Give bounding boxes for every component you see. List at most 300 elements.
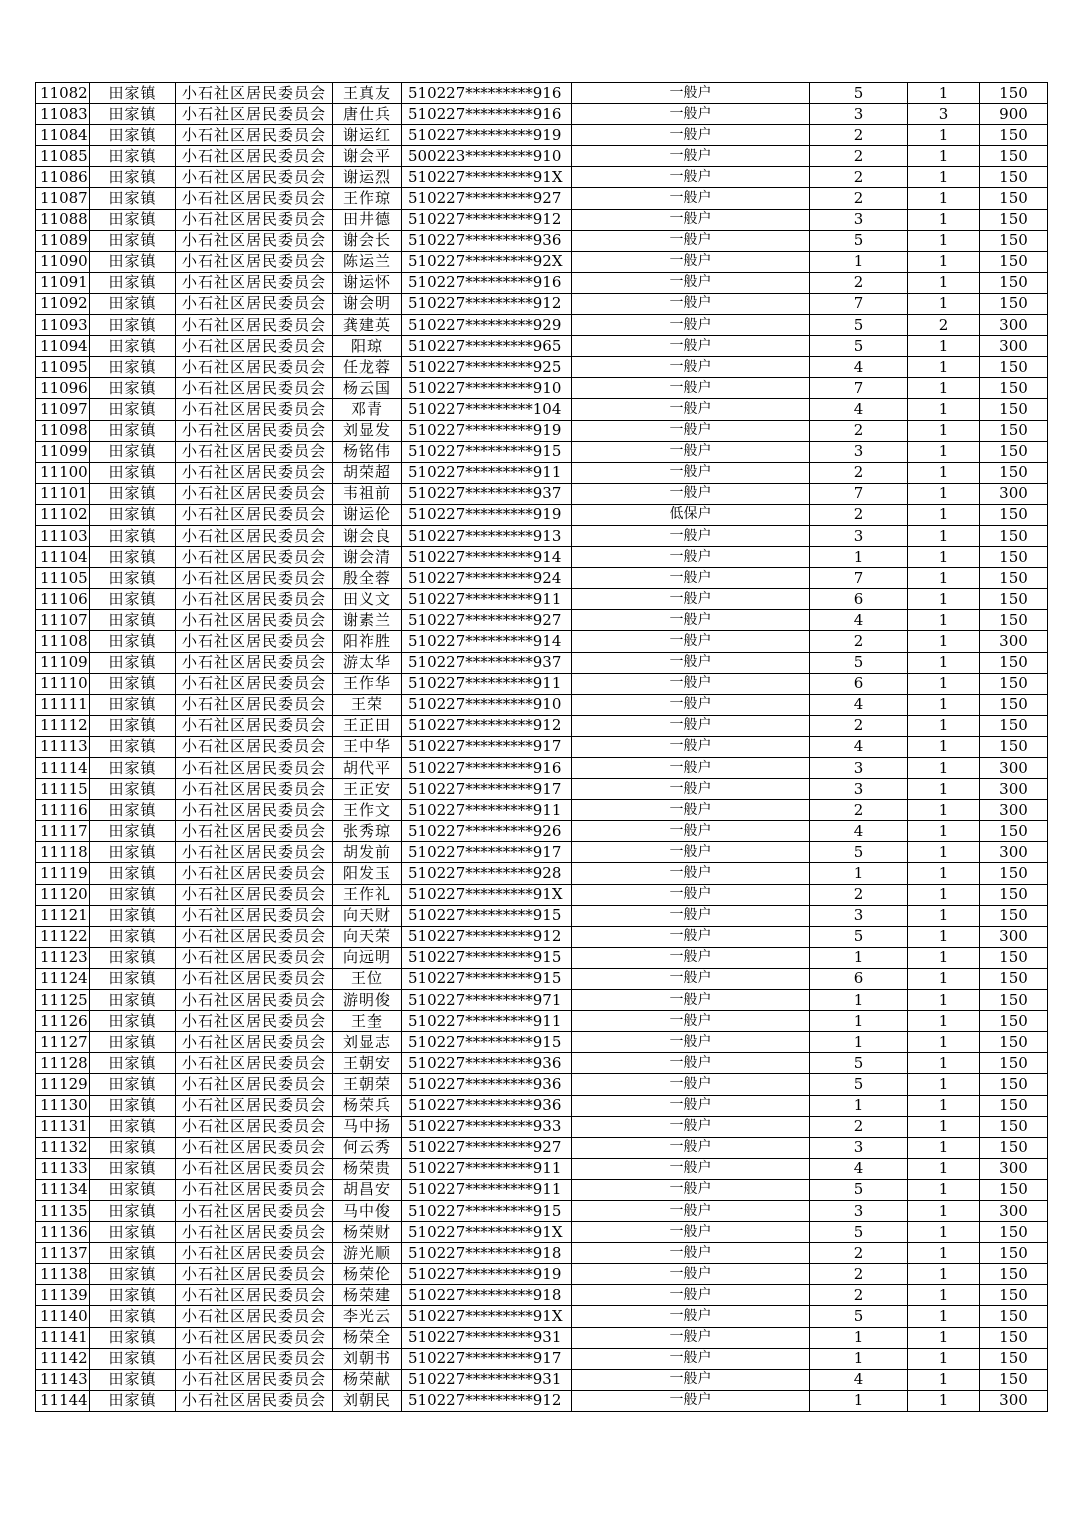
id-number-cell: 510227*********915 [402,1032,572,1053]
town-cell: 田家镇 [90,779,176,800]
table-row [36,504,1048,525]
serial-cell: 11083 [36,104,90,125]
table-row [36,1179,1048,1200]
household-type-cell: 一般户 [572,336,810,357]
committee-cell: 小石社区居民委员会 [176,1348,333,1369]
table-row [36,315,1048,336]
household-type-cell: 一般户 [572,968,810,989]
table-row [36,441,1048,462]
table-row [36,525,1048,546]
committee-cell: 小石社区居民委员会 [176,863,333,884]
table-row [36,399,1048,420]
amount-cell: 300 [980,336,1048,357]
amount-cell: 150 [980,673,1048,694]
id-number-cell: 510227*********911 [402,800,572,821]
family-size-cell: 3 [810,104,908,125]
id-number-cell: 510227*********916 [402,272,572,293]
table-row [36,631,1048,652]
town-cell: 田家镇 [90,800,176,821]
amount-cell: 150 [980,1243,1048,1264]
id-number-cell: 510227*********912 [402,1390,572,1411]
id-number-cell: 510227*********971 [402,990,572,1011]
household-type-cell: 一般户 [572,104,810,125]
count-cell: 1 [908,779,980,800]
amount-cell: 150 [980,1053,1048,1074]
name-cell: 杨荣贵 [333,1158,402,1179]
serial-cell: 11084 [36,125,90,146]
household-type-cell: 一般户 [572,1158,810,1179]
committee-cell: 小石社区居民委员会 [176,884,333,905]
household-type-cell: 一般户 [572,905,810,926]
town-cell: 田家镇 [90,1011,176,1032]
id-number-cell: 510227*********916 [402,104,572,125]
town-cell: 田家镇 [90,167,176,188]
committee-cell: 小石社区居民委员会 [176,1285,333,1306]
id-number-cell: 510227*********912 [402,209,572,230]
table-row [36,568,1048,589]
town-cell: 田家镇 [90,188,176,209]
committee-cell: 小石社区居民委员会 [176,842,333,863]
household-type-cell: 一般户 [572,926,810,947]
id-number-cell: 510227*********911 [402,1179,572,1200]
family-size-cell: 4 [810,694,908,715]
family-size-cell: 1 [810,1011,908,1032]
name-cell: 王荣 [333,694,402,715]
table-row [36,1011,1048,1032]
serial-cell: 11128 [36,1053,90,1074]
household-type-cell: 一般户 [572,525,810,546]
name-cell: 王作礼 [333,884,402,905]
family-size-cell: 3 [810,525,908,546]
count-cell: 1 [908,1222,980,1243]
committee-cell: 小石社区居民委员会 [176,504,333,525]
id-number-cell: 510227*********927 [402,610,572,631]
count-cell: 1 [908,251,980,272]
amount-cell: 150 [980,167,1048,188]
serial-cell: 11089 [36,230,90,251]
family-size-cell: 5 [810,1074,908,1095]
town-cell: 田家镇 [90,1032,176,1053]
household-type-cell: 一般户 [572,1222,810,1243]
committee-cell: 小石社区居民委员会 [176,1158,333,1179]
family-size-cell: 4 [810,736,908,757]
name-cell: 邓青 [333,399,402,420]
town-cell: 田家镇 [90,1264,176,1285]
family-size-cell: 2 [810,1264,908,1285]
family-size-cell: 2 [810,146,908,167]
table-row [36,167,1048,188]
family-size-cell: 2 [810,1285,908,1306]
id-number-cell: 510227*********918 [402,1243,572,1264]
serial-cell: 11109 [36,652,90,673]
table-row [36,990,1048,1011]
name-cell: 阳发玉 [333,863,402,884]
name-cell: 何云秀 [333,1137,402,1158]
household-type-cell: 一般户 [572,1053,810,1074]
committee-cell: 小石社区居民委员会 [176,1179,333,1200]
count-cell: 1 [908,420,980,441]
name-cell: 刘朝民 [333,1390,402,1411]
family-size-cell: 5 [810,1222,908,1243]
table-row [36,589,1048,610]
town-cell: 田家镇 [90,1179,176,1200]
committee-cell: 小石社区居民委员会 [176,610,333,631]
table-row [36,863,1048,884]
count-cell: 1 [908,230,980,251]
amount-cell: 150 [980,821,1048,842]
name-cell: 马中俊 [333,1200,402,1221]
town-cell: 田家镇 [90,441,176,462]
household-type-cell: 一般户 [572,167,810,188]
table-row [36,673,1048,694]
committee-cell: 小石社区居民委员会 [176,525,333,546]
family-size-cell: 1 [810,547,908,568]
id-number-cell: 510227*********912 [402,293,572,314]
amount-cell: 150 [980,1032,1048,1053]
family-size-cell: 3 [810,779,908,800]
household-type-cell: 一般户 [572,441,810,462]
town-cell: 田家镇 [90,821,176,842]
name-cell: 杨荣财 [333,1222,402,1243]
serial-cell: 11114 [36,758,90,779]
household-type-cell: 一般户 [572,1264,810,1285]
family-size-cell: 3 [810,209,908,230]
committee-cell: 小石社区居民委员会 [176,230,333,251]
count-cell: 1 [908,990,980,1011]
name-cell: 王真友 [333,83,402,104]
count-cell: 1 [908,378,980,399]
committee-cell: 小石社区居民委员会 [176,715,333,736]
table-row [36,1137,1048,1158]
name-cell: 龚建英 [333,315,402,336]
family-size-cell: 1 [810,1095,908,1116]
family-size-cell: 4 [810,610,908,631]
committee-cell: 小石社区居民委员会 [176,146,333,167]
id-number-cell: 510227*********917 [402,1348,572,1369]
amount-cell: 150 [980,1137,1048,1158]
count-cell: 1 [908,1095,980,1116]
serial-cell: 11098 [36,420,90,441]
count-cell: 1 [908,1137,980,1158]
family-size-cell: 4 [810,399,908,420]
household-type-cell: 一般户 [572,357,810,378]
household-type-cell: 一般户 [572,947,810,968]
table-row [36,800,1048,821]
name-cell: 王朝荣 [333,1074,402,1095]
count-cell: 1 [908,1158,980,1179]
count-cell: 1 [908,1264,980,1285]
amount-cell: 150 [980,272,1048,293]
household-type-cell: 一般户 [572,863,810,884]
table-row [36,209,1048,230]
committee-cell: 小石社区居民委员会 [176,968,333,989]
amount-cell: 150 [980,547,1048,568]
serial-cell: 11135 [36,1200,90,1221]
id-number-cell: 510227*********927 [402,1137,572,1158]
town-cell: 田家镇 [90,230,176,251]
name-cell: 任龙蓉 [333,357,402,378]
committee-cell: 小石社区居民委员会 [176,1011,333,1032]
name-cell: 杨荣全 [333,1327,402,1348]
name-cell: 杨铭伟 [333,441,402,462]
serial-cell: 11086 [36,167,90,188]
name-cell: 王中华 [333,736,402,757]
town-cell: 田家镇 [90,1327,176,1348]
committee-cell: 小石社区居民委员会 [176,399,333,420]
count-cell: 1 [908,589,980,610]
count-cell: 1 [908,1032,980,1053]
town-cell: 田家镇 [90,926,176,947]
id-number-cell: 510227*********931 [402,1327,572,1348]
id-number-cell: 500223*********910 [402,146,572,167]
count-cell: 1 [908,1390,980,1411]
committee-cell: 小石社区居民委员会 [176,1243,333,1264]
serial-cell: 11099 [36,441,90,462]
town-cell: 田家镇 [90,1306,176,1327]
committee-cell: 小石社区居民委员会 [176,758,333,779]
name-cell: 王奎 [333,1011,402,1032]
count-cell: 1 [908,1306,980,1327]
household-type-cell: 一般户 [572,589,810,610]
table-row [36,1285,1048,1306]
household-type-cell: 一般户 [572,1306,810,1327]
family-size-cell: 2 [810,125,908,146]
table-row [36,1264,1048,1285]
amount-cell: 300 [980,315,1048,336]
count-cell: 2 [908,315,980,336]
table-row [36,1390,1048,1411]
serial-cell: 11087 [36,188,90,209]
committee-cell: 小石社区居民委员会 [176,1032,333,1053]
town-cell: 田家镇 [90,483,176,504]
table-row [36,1348,1048,1369]
family-size-cell: 2 [810,631,908,652]
family-size-cell: 2 [810,504,908,525]
table-row [36,1095,1048,1116]
table-row [36,905,1048,926]
amount-cell: 300 [980,758,1048,779]
serial-cell: 11136 [36,1222,90,1243]
name-cell: 杨荣建 [333,1285,402,1306]
committee-cell: 小石社区居民委员会 [176,589,333,610]
household-type-cell: 一般户 [572,209,810,230]
id-number-cell: 510227*********911 [402,462,572,483]
name-cell: 阳祚胜 [333,631,402,652]
serial-cell: 11085 [36,146,90,167]
town-cell: 田家镇 [90,990,176,1011]
household-type-cell: 一般户 [572,483,810,504]
id-number-cell: 510227*********916 [402,83,572,104]
family-size-cell: 4 [810,357,908,378]
count-cell: 1 [908,1327,980,1348]
household-type-cell: 一般户 [572,758,810,779]
name-cell: 向天荣 [333,926,402,947]
id-number-cell: 510227*********104 [402,399,572,420]
count-cell: 1 [908,947,980,968]
family-size-cell: 5 [810,83,908,104]
committee-cell: 小石社区居民委员会 [176,378,333,399]
count-cell: 1 [908,525,980,546]
name-cell: 刘显志 [333,1032,402,1053]
id-number-cell: 510227*********91X [402,167,572,188]
household-type-cell: 一般户 [572,631,810,652]
name-cell: 杨云国 [333,378,402,399]
table-row [36,715,1048,736]
family-size-cell: 2 [810,715,908,736]
serial-cell: 11131 [36,1116,90,1137]
amount-cell: 150 [980,462,1048,483]
table-row [36,1032,1048,1053]
serial-cell: 11120 [36,884,90,905]
town-cell: 田家镇 [90,905,176,926]
table-row [36,125,1048,146]
amount-cell: 150 [980,420,1048,441]
amount-cell: 150 [980,1348,1048,1369]
table-row [36,272,1048,293]
serial-cell: 11097 [36,399,90,420]
committee-cell: 小石社区居民委员会 [176,990,333,1011]
town-cell: 田家镇 [90,947,176,968]
amount-cell: 150 [980,251,1048,272]
name-cell: 阳琼 [333,336,402,357]
count-cell: 1 [908,863,980,884]
household-type-cell: 一般户 [572,1137,810,1158]
committee-cell: 小石社区居民委员会 [176,315,333,336]
amount-cell: 150 [980,1095,1048,1116]
table-row [36,842,1048,863]
table-row [36,736,1048,757]
id-number-cell: 510227*********911 [402,673,572,694]
table-row [36,1116,1048,1137]
id-number-cell: 510227*********936 [402,1074,572,1095]
town-cell: 田家镇 [90,1285,176,1306]
amount-cell: 150 [980,589,1048,610]
name-cell: 谢素兰 [333,610,402,631]
table-row [36,1327,1048,1348]
town-cell: 田家镇 [90,315,176,336]
serial-cell: 11133 [36,1158,90,1179]
committee-cell: 小石社区居民委员会 [176,568,333,589]
family-size-cell: 1 [810,990,908,1011]
name-cell: 王位 [333,968,402,989]
household-type-cell: 一般户 [572,1179,810,1200]
serial-cell: 11143 [36,1369,90,1390]
family-size-cell: 2 [810,800,908,821]
serial-cell: 11093 [36,315,90,336]
count-cell: 1 [908,968,980,989]
name-cell: 胡发前 [333,842,402,863]
town-cell: 田家镇 [90,399,176,420]
committee-cell: 小石社区居民委员会 [176,441,333,462]
table-row [36,1243,1048,1264]
serial-cell: 11105 [36,568,90,589]
table-row [36,1053,1048,1074]
serial-cell: 11096 [36,378,90,399]
count-cell: 3 [908,104,980,125]
household-type-cell: 一般户 [572,568,810,589]
committee-cell: 小石社区居民委员会 [176,293,333,314]
name-cell: 谢会长 [333,230,402,251]
count-cell: 1 [908,1200,980,1221]
committee-cell: 小石社区居民委员会 [176,251,333,272]
id-number-cell: 510227*********915 [402,441,572,462]
id-number-cell: 510227*********911 [402,589,572,610]
amount-cell: 150 [980,209,1048,230]
family-size-cell: 3 [810,441,908,462]
amount-cell: 150 [980,188,1048,209]
serial-cell: 11117 [36,821,90,842]
amount-cell: 300 [980,779,1048,800]
name-cell: 韦祖前 [333,483,402,504]
town-cell: 田家镇 [90,146,176,167]
amount-cell: 150 [980,525,1048,546]
id-number-cell: 510227*********936 [402,1095,572,1116]
table-row [36,83,1048,104]
household-type-cell: 一般户 [572,610,810,631]
family-size-cell: 4 [810,1158,908,1179]
town-cell: 田家镇 [90,715,176,736]
serial-cell: 11122 [36,926,90,947]
amount-cell: 150 [980,1179,1048,1200]
id-number-cell: 510227*********919 [402,125,572,146]
name-cell: 田义文 [333,589,402,610]
town-cell: 田家镇 [90,504,176,525]
serial-cell: 11094 [36,336,90,357]
household-type-cell: 一般户 [572,315,810,336]
id-number-cell: 510227*********91X [402,884,572,905]
table-row [36,610,1048,631]
town-cell: 田家镇 [90,125,176,146]
id-number-cell: 510227*********915 [402,947,572,968]
name-cell: 杨荣伦 [333,1264,402,1285]
name-cell: 田井德 [333,209,402,230]
household-type-cell: 一般户 [572,821,810,842]
town-cell: 田家镇 [90,209,176,230]
id-number-cell: 510227*********931 [402,1369,572,1390]
id-number-cell: 510227*********915 [402,968,572,989]
family-size-cell: 1 [810,1390,908,1411]
town-cell: 田家镇 [90,631,176,652]
committee-cell: 小石社区居民委员会 [176,1222,333,1243]
town-cell: 田家镇 [90,1348,176,1369]
serial-cell: 11113 [36,736,90,757]
name-cell: 游太华 [333,652,402,673]
amount-cell: 150 [980,610,1048,631]
town-cell: 田家镇 [90,652,176,673]
name-cell: 游明俊 [333,990,402,1011]
committee-cell: 小石社区居民委员会 [176,800,333,821]
town-cell: 田家镇 [90,568,176,589]
name-cell: 谢运红 [333,125,402,146]
town-cell: 田家镇 [90,884,176,905]
table-row [36,547,1048,568]
count-cell: 1 [908,125,980,146]
table-row [36,188,1048,209]
household-type-cell: 一般户 [572,884,810,905]
data-table [35,82,1048,1412]
amount-cell: 300 [980,926,1048,947]
name-cell: 王作文 [333,800,402,821]
family-size-cell: 3 [810,905,908,926]
amount-cell: 150 [980,1011,1048,1032]
household-type-cell: 一般户 [572,1390,810,1411]
table-row [36,336,1048,357]
serial-cell: 11104 [36,547,90,568]
name-cell: 杨荣兵 [333,1095,402,1116]
serial-cell: 11138 [36,1264,90,1285]
committee-cell: 小石社区居民委员会 [176,1095,333,1116]
committee-cell: 小石社区居民委员会 [176,336,333,357]
